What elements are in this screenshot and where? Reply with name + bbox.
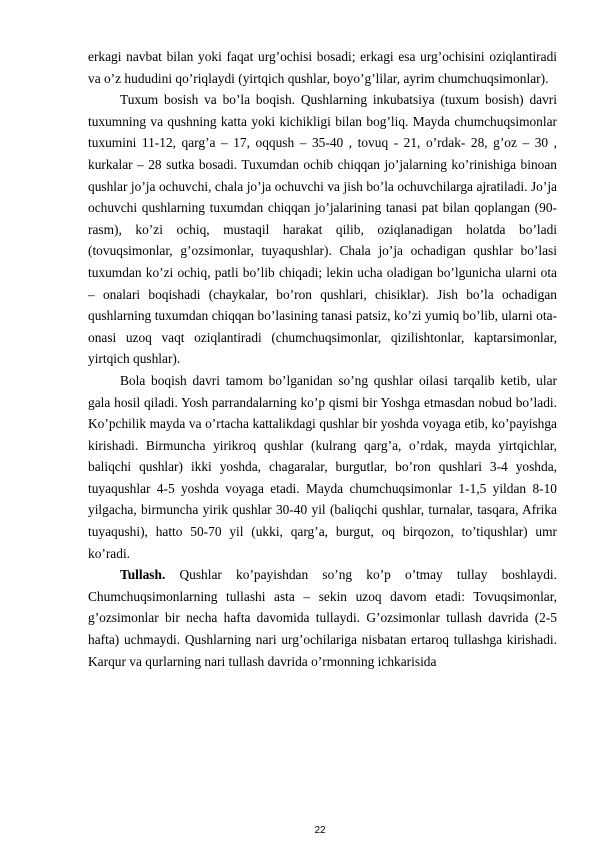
paragraph-1-text: erkagi navbat bilan yoki faqat urg’ochisi bosadi; erkagi esa urg’ochisini oziqlantiradi va o’z hududini qo’riqlaydi (yirtqich qushlar, boyo’g’lilar, ayrim chumchuqsimonlar). (88, 49, 557, 86)
paragraph-1 (88, 46, 557, 89)
paragraph-2-text: Tuxum bosish va bo’la boqish. Qushlarning inkubatsiya (tuxum bosish) davri tuxumning va qushning katta yoki kichikligi bilan bog’liq. Mayda chumchuqsimonlar tuxumini 11-12, qarg’a – 17, oqqush – 35-40 , tovuq - 21, o’rdak- 28, g’oz – 30 , kurkalar – 28 sutka bosadi. Tuxumdan ochib chiqqan jo’jalarning ko’rinishiga binoan qushlar jo’ja ochuvchi, chala jo’ja ochuvchi va jish bo’la ochuvchilarga ajratiladi. Jo’ja ochuvchi qushlarning tuxumdan chiqqan jo’jalarining tanasi pat bilan qoplangan (90-rasm), ko’zi ochiq, mustaqil harakat qilib, oziqlanadigan holatda bo’ladi (tovuqsimonlar, g’ozsimonlar, tuyaqushlar). Chala jo’ja ochadigan qushlar bo’lasi tuxumdan ko’zi ochiq, patli bo’lib chiqadi; lekin ucha oladigan bo’lgunicha ularni ota – onalari boqishadi (chaykalar, bo’ron qushlari, chisiklar). Jish bo’la ochadigan qushlarning tuxumdan chiqqan bo’lasining tanasi patsiz, ko’zi yumiq bo’lib, ularni ota-onasi uzoq vaqt oziqlantiradi (chumchuqsimonlar, qizilishtonlar, kaptarsimonlar, yirtqich qushlar). (88, 92, 557, 367)
page-number: 22 (314, 825, 326, 836)
paragraph-4-text: Qushlar ko’payishdan so’ng ko’p o’tmay tullay boshlaydi. Chumchuqsimonlarning tullashi asta – sekin uzoq davom etadi: Tovuqsimonlar, g’ozsimonlar bir necha hafta davomida tullaydi. G’ozsimonlar tullash davrida (2-5 hafta) uchmaydi. Qushlarning nari urg’ochilariga nisbatan ertaroq tullashga kirishadi. Karqur va qurlarning nari tullash davrida o’rmonning ichkarisida (88, 567, 557, 669)
paragraph-2 (88, 89, 557, 370)
body-text (88, 46, 557, 672)
paragraph-4-heading: Tullash. (120, 567, 166, 583)
paragraph-3-text: Bola boqish davri tamom bo’lganidan so’ng qushlar oilasi tarqalib ketib, ular gala hosil qiladi. Yosh parrandalarning ko’p qismi bir Yoshga etmasdan nobud bo’ladi. Ko’pchilik mayda va o’rtacha kattalikdagi qushlar bir yoshda voyaga etib, ko’payishga kirishadi. Birmuncha yirikroq qushlar (kulrang qarg’a, o’rdak, mayda yirtqichlar, baliqchi qushlar) ikki yoshda, chagaralar, burgutlar, bo’ron qushlari 3-4 yoshda, tuyaqushlar 4-5 yoshda voyaga etadi. Mayda chumchuqsimonlar 1-1,5 yildan 8-10 yilgacha, birmuncha yirik qushlar 30-40 yil (baliqchi qushlar, turnalar, tasqara, Afrika tuyaqushi), hatto 50-70 yil (ukki, qarg’a, burgut, oq birqozon, to’tiqushlar) umr ko’radi. (88, 372, 557, 561)
paragraph-3 (88, 370, 557, 564)
paragraph-4 (88, 564, 557, 672)
